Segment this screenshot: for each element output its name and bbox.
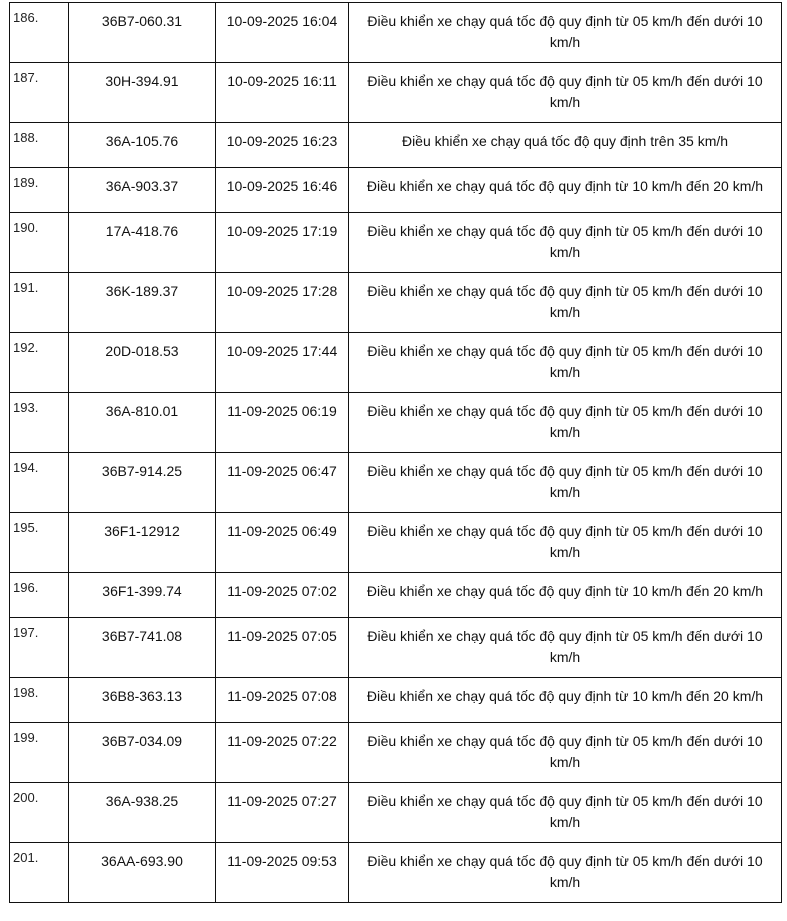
row-number: 198. — [10, 678, 69, 723]
violation-description: Điều khiển xe chạy quá tốc độ quy định từ 05 km/h đến dưới 10 km/h — [349, 273, 782, 333]
table-row — [10, 393, 782, 453]
table-row — [10, 168, 782, 213]
row-number: 194. — [10, 453, 69, 513]
license-plate: 36F1-399.74 — [69, 573, 216, 618]
violation-time: 11-09-2025 07:08 — [216, 678, 349, 723]
table-row — [10, 678, 782, 723]
table-row — [10, 213, 782, 273]
license-plate: 36F1-12912 — [69, 513, 216, 573]
violation-description: Điều khiển xe chạy quá tốc độ quy định từ 05 km/h đến dưới 10 km/h — [349, 63, 782, 123]
violation-time: 11-09-2025 06:47 — [216, 453, 349, 513]
table-row — [10, 453, 782, 513]
license-plate: 36A-105.76 — [69, 123, 216, 168]
license-plate: 36B8-363.13 — [69, 678, 216, 723]
violation-time: 10-09-2025 17:28 — [216, 273, 349, 333]
violation-time: 10-09-2025 16:23 — [216, 123, 349, 168]
table-row — [10, 843, 782, 903]
license-plate: 36B7-741.08 — [69, 618, 216, 678]
violation-description: Điều khiển xe chạy quá tốc độ quy định từ 05 km/h đến dưới 10 km/h — [349, 213, 782, 273]
violation-description: Điều khiển xe chạy quá tốc độ quy định từ 05 km/h đến dưới 10 km/h — [349, 723, 782, 783]
license-plate: 36A-903.37 — [69, 168, 216, 213]
violations-table-container — [9, 2, 781, 903]
violation-time: 11-09-2025 07:05 — [216, 618, 349, 678]
row-number: 201. — [10, 843, 69, 903]
table-row — [10, 333, 782, 393]
table-row — [10, 573, 782, 618]
violation-description: Điều khiển xe chạy quá tốc độ quy định từ 10 km/h đến 20 km/h — [349, 168, 782, 213]
violation-description: Điều khiển xe chạy quá tốc độ quy định từ 05 km/h đến dưới 10 km/h — [349, 513, 782, 573]
violation-description: Điều khiển xe chạy quá tốc độ quy định từ 05 km/h đến dưới 10 km/h — [349, 453, 782, 513]
table-row — [10, 783, 782, 843]
license-plate: 36B7-060.31 — [69, 3, 216, 63]
violation-time: 10-09-2025 16:11 — [216, 63, 349, 123]
license-plate: 36A-938.25 — [69, 783, 216, 843]
row-number: 191. — [10, 273, 69, 333]
violation-time: 11-09-2025 06:19 — [216, 393, 349, 453]
violation-time: 10-09-2025 17:19 — [216, 213, 349, 273]
table-row — [10, 273, 782, 333]
violation-time: 10-09-2025 16:04 — [216, 3, 349, 63]
row-number: 199. — [10, 723, 69, 783]
row-number: 193. — [10, 393, 69, 453]
license-plate: 30H-394.91 — [69, 63, 216, 123]
violation-time: 10-09-2025 17:44 — [216, 333, 349, 393]
table-row — [10, 63, 782, 123]
license-plate: 36A-810.01 — [69, 393, 216, 453]
license-plate: 20D-018.53 — [69, 333, 216, 393]
violation-description: Điều khiển xe chạy quá tốc độ quy định từ 05 km/h đến dưới 10 km/h — [349, 783, 782, 843]
row-number: 195. — [10, 513, 69, 573]
violation-time: 11-09-2025 09:53 — [216, 843, 349, 903]
violation-description: Điều khiển xe chạy quá tốc độ quy định từ 05 km/h đến dưới 10 km/h — [349, 843, 782, 903]
license-plate: 36AA-693.90 — [69, 843, 216, 903]
violation-time: 10-09-2025 16:46 — [216, 168, 349, 213]
license-plate: 17A-418.76 — [69, 213, 216, 273]
violation-time: 11-09-2025 07:27 — [216, 783, 349, 843]
violation-description: Điều khiển xe chạy quá tốc độ quy định từ 10 km/h đến 20 km/h — [349, 573, 782, 618]
row-number: 192. — [10, 333, 69, 393]
violation-time: 11-09-2025 07:02 — [216, 573, 349, 618]
violation-description: Điều khiển xe chạy quá tốc độ quy định từ 10 km/h đến 20 km/h — [349, 678, 782, 723]
traffic-violations-table — [9, 2, 782, 903]
license-plate: 36B7-034.09 — [69, 723, 216, 783]
row-number: 187. — [10, 63, 69, 123]
violation-description: Điều khiển xe chạy quá tốc độ quy định trên 35 km/h — [349, 123, 782, 168]
license-plate: 36K-189.37 — [69, 273, 216, 333]
row-number: 197. — [10, 618, 69, 678]
table-row — [10, 723, 782, 783]
violation-time: 11-09-2025 07:22 — [216, 723, 349, 783]
violation-time: 11-09-2025 06:49 — [216, 513, 349, 573]
row-number: 186. — [10, 3, 69, 63]
row-number: 189. — [10, 168, 69, 213]
violation-description: Điều khiển xe chạy quá tốc độ quy định từ 05 km/h đến dưới 10 km/h — [349, 618, 782, 678]
license-plate: 36B7-914.25 — [69, 453, 216, 513]
table-row — [10, 3, 782, 63]
violation-description: Điều khiển xe chạy quá tốc độ quy định từ 05 km/h đến dưới 10 km/h — [349, 333, 782, 393]
row-number: 200. — [10, 783, 69, 843]
table-row — [10, 513, 782, 573]
table-row — [10, 618, 782, 678]
violation-description: Điều khiển xe chạy quá tốc độ quy định từ 05 km/h đến dưới 10 km/h — [349, 393, 782, 453]
row-number: 190. — [10, 213, 69, 273]
violation-description: Điều khiển xe chạy quá tốc độ quy định từ 05 km/h đến dưới 10 km/h — [349, 3, 782, 63]
row-number: 196. — [10, 573, 69, 618]
row-number: 188. — [10, 123, 69, 168]
table-row — [10, 123, 782, 168]
